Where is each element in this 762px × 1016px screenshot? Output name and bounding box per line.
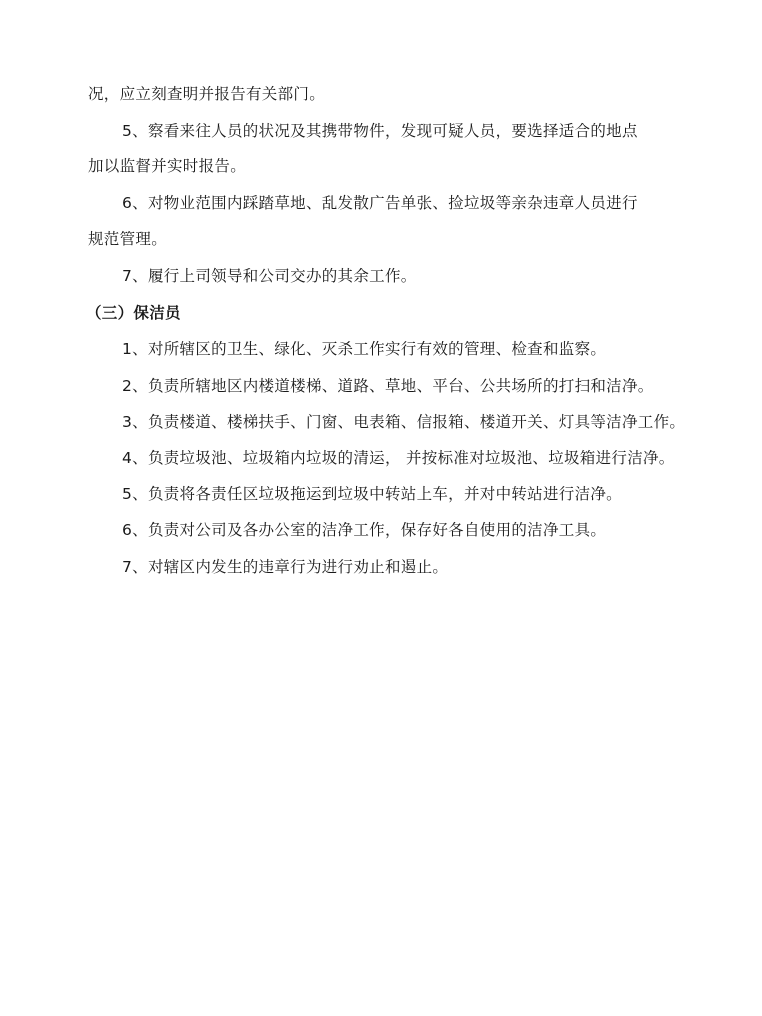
- text-line: 5、察看来往人员的状况及其携带物件，发现可疑人员，要选择适合的地点: [122, 122, 638, 140]
- text-line: 6、对物业范围内踩踏草地、乱发散广告单张、捡垃圾等亲杂违章人员进行: [122, 194, 638, 212]
- text-line: 规范管理。: [88, 230, 168, 248]
- text-line: 7、履行上司领导和公司交办的其余工作。: [122, 267, 417, 285]
- duty-item: 3、负责楼道、楼梯扶手、门窗、电表箱、信报箱、楼道开关、灯具等洁净工作。: [122, 413, 686, 431]
- duty-item: 4、负责垃圾池、垃圾箱内垃圾的清运， 并按标准对垃圾池、垃圾箱进行洁净。: [122, 449, 675, 467]
- duty-item: 2、负责所辖地区内楼道楼梯、道路、草地、平台、公共场所的打扫和洁净。: [122, 377, 654, 395]
- duty-item: 5、负责将各责任区垃圾拖运到垃圾中转站上车，并对中转站进行洁净。: [122, 485, 622, 503]
- text-line: 况，应立刻查明并报告有关部门。: [88, 85, 326, 103]
- duty-item: 1、对所辖区的卫生、绿化、灭杀工作实行有效的管理、检查和监察。: [122, 340, 607, 358]
- text-line: 加以监督并实时报告。: [88, 157, 247, 175]
- duty-item: 6、负责对公司及各办公室的洁净工作，保存好各自使用的洁净工具。: [122, 521, 607, 539]
- duty-item: 7、对辖区内发生的违章行为进行劝止和遏止。: [122, 558, 449, 576]
- section-heading: （三）保洁员: [86, 304, 181, 322]
